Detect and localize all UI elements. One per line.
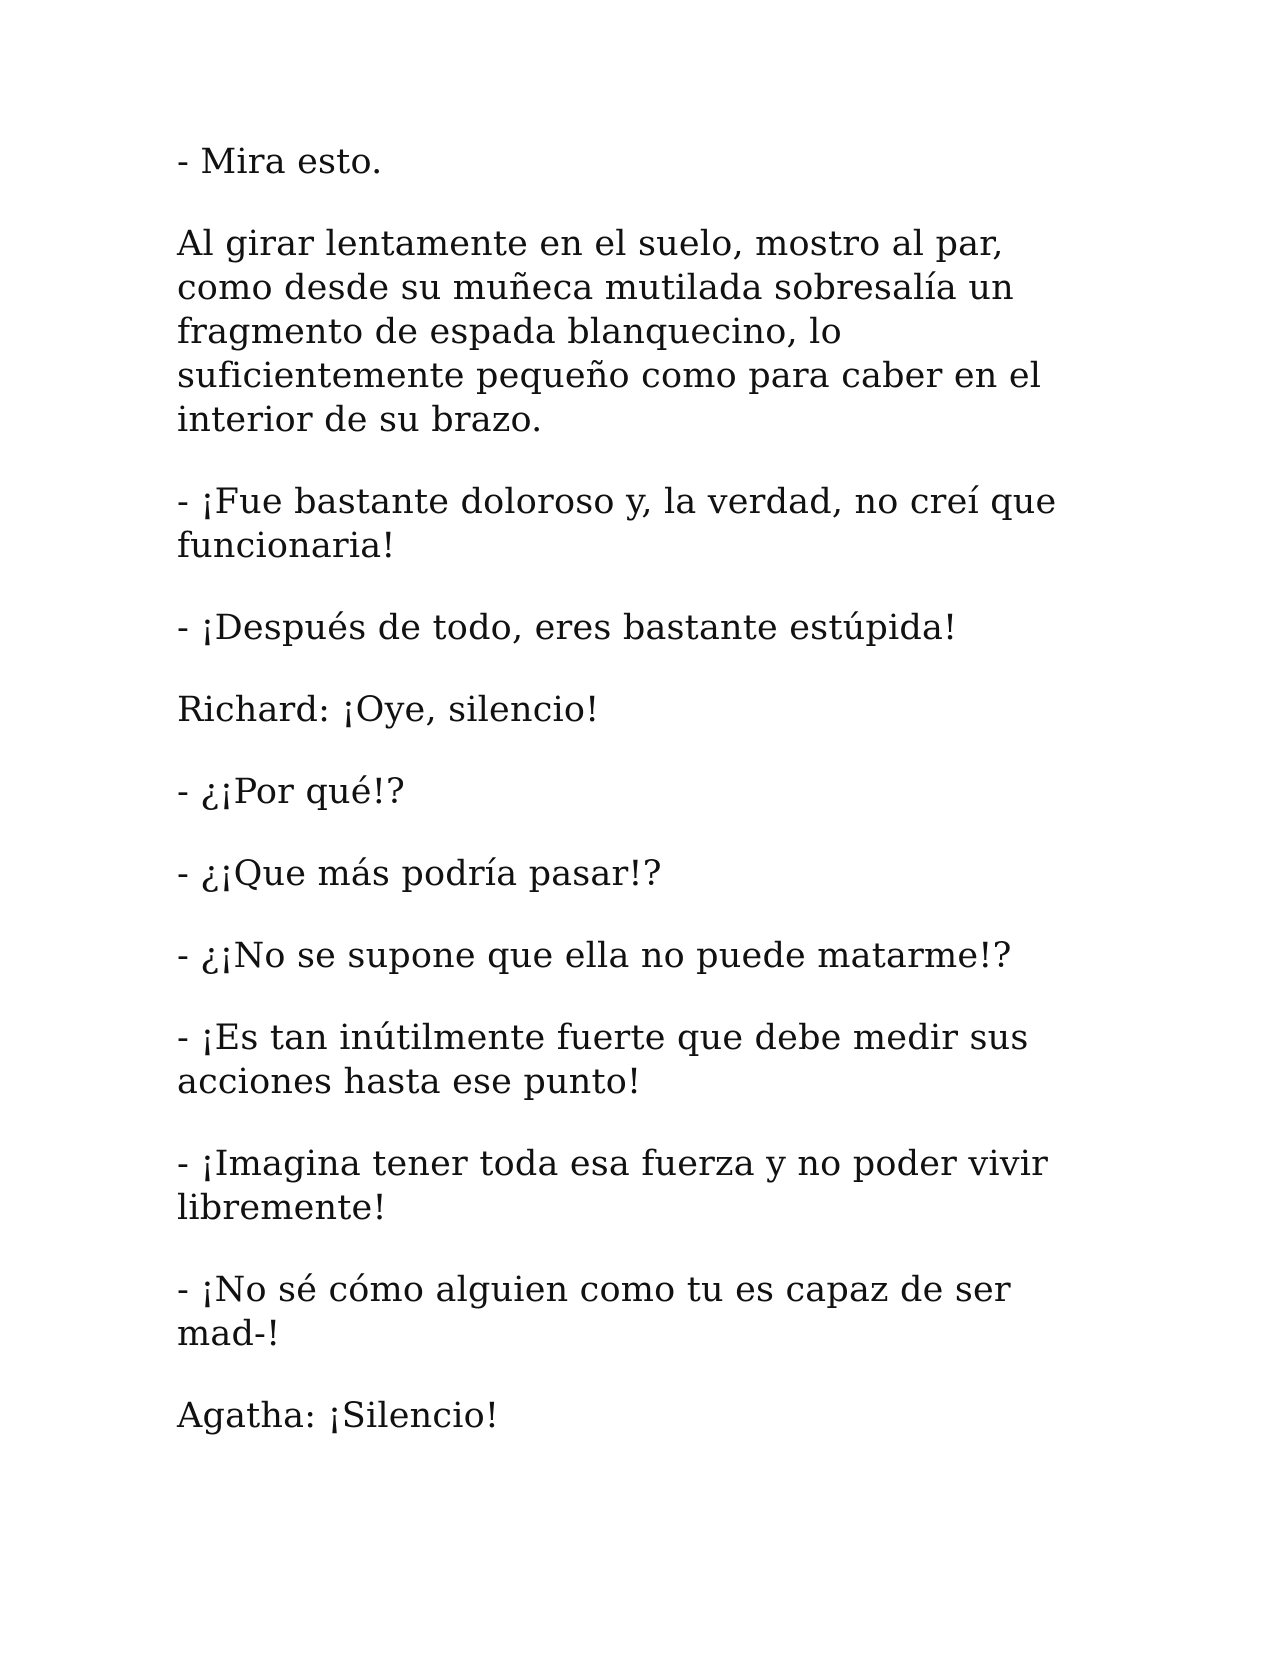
document-body — [177, 140, 1097, 1476]
paragraph: - ¡Imagina tener toda esa fuerza y no poder vivir libremente! — [177, 1144, 1049, 1228]
paragraph: - ¿¡Que más podría pasar!? — [177, 854, 662, 894]
paragraph: - ¿¡Por qué!? — [177, 772, 405, 812]
paragraph: Richard: ¡Oye, silencio! — [177, 690, 600, 730]
paragraph: - ¡No sé cómo alguien como tu es capaz de ser mad-! — [177, 1270, 1011, 1354]
paragraph: - Mira esto. — [177, 142, 383, 182]
paragraph: Agatha: ¡Silencio! — [177, 1396, 500, 1436]
paragraph: - ¡Fue bastante doloroso y, la verdad, no creí que funcionaria! — [177, 482, 1057, 566]
paragraph: Al girar lentamente en el suelo, mostro al par, como desde su muñeca mutilada sobresalía un fragmento de espada blanquecino, lo suficientemente pequeño como para caber en el interior de su brazo. — [177, 224, 1042, 440]
paragraph: - ¡Es tan inútilmente fuerte que debe medir sus acciones hasta ese punto! — [177, 1018, 1029, 1102]
paragraph: - ¿¡No se supone que ella no puede matarme!? — [177, 936, 1012, 976]
paragraph: - ¡Después de todo, eres bastante estúpida! — [177, 608, 958, 648]
